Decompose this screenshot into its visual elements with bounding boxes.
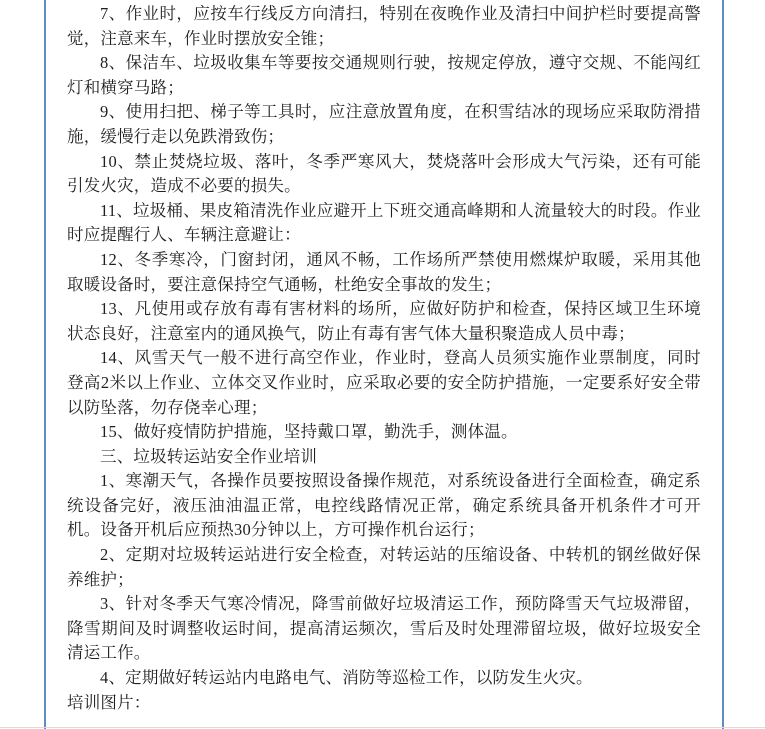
list-item-11: 11、垃圾桶、果皮箱清洗作业应避开上下班交通高峰期和人流量较大的时段。作业时应提醒行人、车辆注意避让： xyxy=(67,200,701,245)
list-item-15: 15、做好疫情防护措施，坚持戴口罩，勤洗手，测体温。 xyxy=(100,422,518,442)
list-item-station-3: 3、针对冬季天气寒冷情况，降雪前做好垃圾清运工作，预防降雪天气垃圾滞留，降雪期间及时调整收运时间，提高清运频次，雪后及时处理滞留垃圾，做好垃圾安全清运工作。 xyxy=(67,594,701,663)
page-border-left xyxy=(44,0,46,729)
training-images-label: 培训图片： xyxy=(67,692,151,712)
list-item-9: 9、使用扫把、梯子等工具时，应注意放置角度，在积雪结冰的现场应采取防滑措施，缓慢行走以免跌滑致伤； xyxy=(67,102,701,146)
section-heading: 三、垃圾转运站安全作业培训 xyxy=(100,446,318,466)
list-item-10: 10、禁止焚烧垃圾、落叶，冬季严寒风大，焚烧落叶会形成大气污染，还有可能引发火灾，造成不必要的损失。 xyxy=(67,151,701,196)
list-item-13: 13、凡使用或存放有毒有害材料的场所，应做好防护和检查，保持区域卫生环境状态良好，注意室内的通风换气，防止有毒有害气体大量积聚造成人员中毒； xyxy=(67,299,701,343)
list-item-station-2: 2、定期对垃圾转运站进行安全检查，对转运站的压缩设备、中转机的钢丝做好保养维护； xyxy=(67,545,701,589)
list-item-12: 12、冬季寒冷，门窗封闭，通风不畅，工作场所严禁使用燃煤炉取暖，采用其他取暖设备时，要注意保持空气通畅，杜绝安全事故的发生； xyxy=(67,249,701,294)
list-item-station-4: 4、定期做好转运站内电路电气、消防等巡检工作，以防发生火灾。 xyxy=(100,668,593,688)
list-item-7: 7、作业时，应按车行线反方向清扫，特别在夜晚作业及清扫中间护栏时要提高警觉，注意来车，作业时摆放安全锥； xyxy=(67,4,701,48)
page-border-right xyxy=(722,0,724,729)
list-item-station-1: 1、寒潮天气，各操作员要按照设备操作规范，对系统设备进行全面检查，确定系统设备完好，液压油油温正常，电控线路情况正常，确定系统具备开机条件才可开机。设备开机后应预热30分钟以上，方可操作机台运行； xyxy=(67,471,701,540)
bottom-divider xyxy=(0,727,765,728)
document-body xyxy=(67,2,701,715)
list-item-8: 8、保洁车、垃圾收集车等要按交通规则行驶，按规定停放，遵守交规、不能闯红灯和横穿马路； xyxy=(67,53,701,97)
list-item-14: 14、风雪天气一般不进行高空作业，作业时，登高人员须实施作业票制度，同时登高2米以上作业、立体交叉作业时，应采取必要的安全防护措施，一定要系好安全带以防坠落，勿存侥幸心理； xyxy=(67,348,701,417)
